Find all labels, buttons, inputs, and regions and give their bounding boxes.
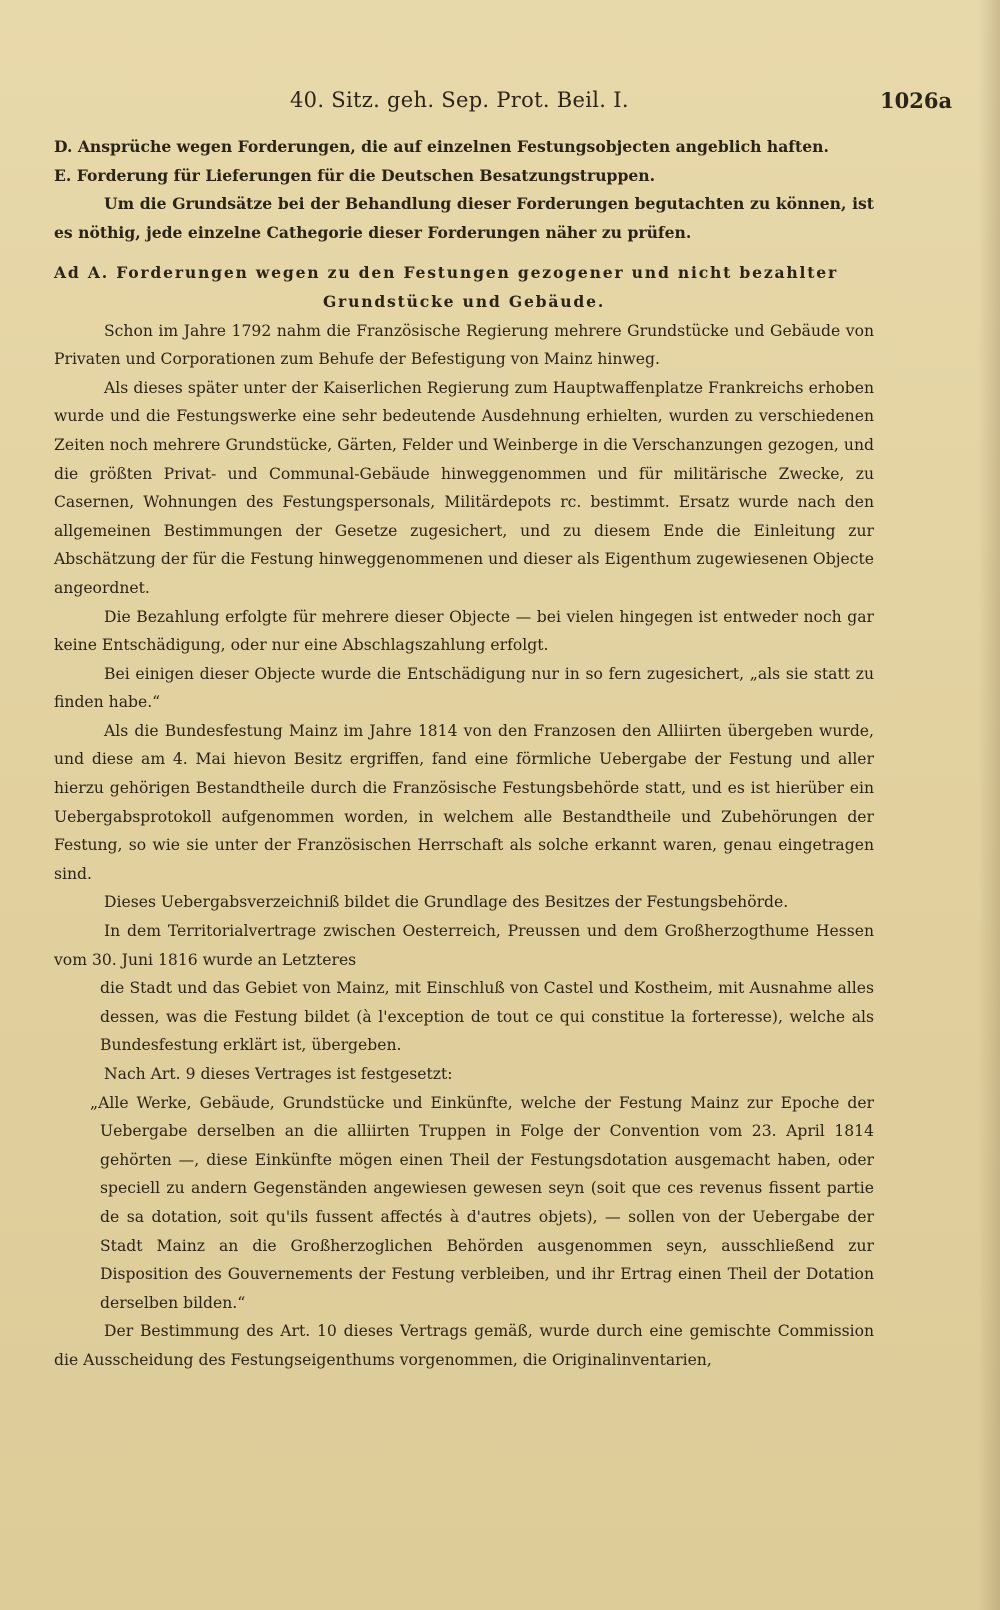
paragraph: Dieses Uebergabsverzeichniß bildet die Grundlage des Besitzes der Festungsbehörde.	[104, 893, 789, 912]
paragraph: Nach Art. 9 dieses Vertrages ist festgesetzt:	[104, 1065, 453, 1083]
paragraph: Als die Bundesfestung Mainz im Jahre 1814 von den Franzosen den Alliirten übergeben wurde, und diese am 4. Mai hievon Besitz ergriffen, fand eine förmliche Uebergabe der Festung und aller hierzu gehörigen Bestandtheile durch die Französische Festungsbehörde statt, und es ist hierüber ein Uebergabsprotokoll aufgenommen worden, in welchem alle Bestandtheile und Zubehörungen der Festung, so wie sie unter der Französischen Herrschaft als solche erkannt waren, genau eingetragen sind.	[54, 721, 874, 883]
paragraph: Schon im Jahre 1792 nahm die Französische Regierung mehrere Grundstücke und Gebäude von Privaten und Corporationen zum Behufe der Befestigung von Mainz hinweg.	[54, 321, 874, 369]
page-number: 1026a	[880, 88, 953, 113]
paragraph: Bei einigen dieser Objecte wurde die Entschädigung nur in so fern zugesichert, „als sie statt zu finden habe.“	[54, 664, 874, 712]
document-body	[54, 133, 874, 1375]
intro-paragraph: Um die Grundsätze bei der Behandlung dieser Forderungen begutachten zu können, ist es nöthig, jede einzelne Cathegorie dieser Forderungen näher zu prüfen.	[54, 194, 874, 242]
quoted-article: „Alle Werke, Gebäude, Grundstücke und Einkünfte, welche der Festung Mainz zur Epoche der Uebergabe derselben an die alliirten Truppen in Folge der Convention vom 23. April 1814 gehörten —, diese Einkünfte mögen einen Theil der Festungsdotation ausgemacht haben, oder speciell zu andern Gegenständen angewiesen gewesen seyn (soit que ces revenus fissent partie de sa dotation, soit qu'ils fussent affectés à d'autres objets), — sollen von der Uebergabe der Stadt Mainz an die Großherzoglichen Behörden ausgenommen seyn, ausschließend zur Disposition des Gouvernements der Festung verbleiben, und ihr Ertrag einen Theil der Dotation derselben bilden.“	[90, 1093, 874, 1312]
item-e: E. Forderung für Lieferungen für die Deutschen Besatzungstruppen.	[54, 165, 656, 185]
quoted-clause: die Stadt und das Gebiet von Mainz, mit Einschluß von Castel und Kostheim, mit Ausnahme alles dessen, was die Festung bildet (à l'exception de tout ce qui constitue la forteresse), welche als Bundesfestung erklärt ist, übergeben.	[100, 979, 874, 1055]
section-heading: Ad A. Forderungen wegen zu den Festungen gezogener und nicht bezahlter	[54, 263, 838, 283]
header-title: 40. Sitz. geh. Sep. Prot. Beil. I.	[290, 88, 629, 112]
section-heading-continued: Grundstücke und Gebäude.	[322, 291, 606, 311]
paragraph: Der Bestimmung des Art. 10 dieses Vertrags gemäß, wurde durch eine gemischte Commission die Ausscheidung des Festungseigenthums vorgenommen, die Originalinventarien,	[54, 1322, 874, 1369]
page-edge-shadow	[978, 0, 1000, 1610]
item-d: D. Ansprüche wegen Forderungen, die auf einzelnen Festungsobjecten angeblich haften.	[54, 137, 829, 156]
paragraph: Die Bezahlung erfolgte für mehrere dieser Objecte — bei vielen hingegen ist entweder noch gar keine Entschädigung, oder nur eine Abschlagszahlung erfolgt.	[54, 607, 874, 655]
paragraph: Als dieses später unter der Kaiserlichen Regierung zum Hauptwaffenplatze Frankreichs erhoben wurde und die Festungswerke eine sehr bedeutende Ausdehnung erhielten, wurden zu verschiedenen Zeiten noch mehrere Grundstücke, Gärten, Felder und Weinberge in die Verschanzungen gezogen, und die größten Privat- und Communal-Gebäude hinweggenommen und für militärische Zwecke, zu Casernen, Wohnungen des Festungspersonals, Militärdepots rc. bestimmt. Ersatz wurde nach den allgemeinen Bestimmungen der Gesetze zugesichert, und zu diesem Ende die Einleitung zur Abschätzung der für die Festung hinweggenommenen und dieser als Eigenthum zugewiesenen Objecte angeordnet.	[54, 378, 874, 597]
paragraph: In dem Territorialvertrage zwischen Oesterreich, Preussen und dem Großherzogthume Hessen vom 30. Juni 1816 wurde an Letzteres	[54, 922, 874, 969]
running-header	[0, 88, 1000, 118]
